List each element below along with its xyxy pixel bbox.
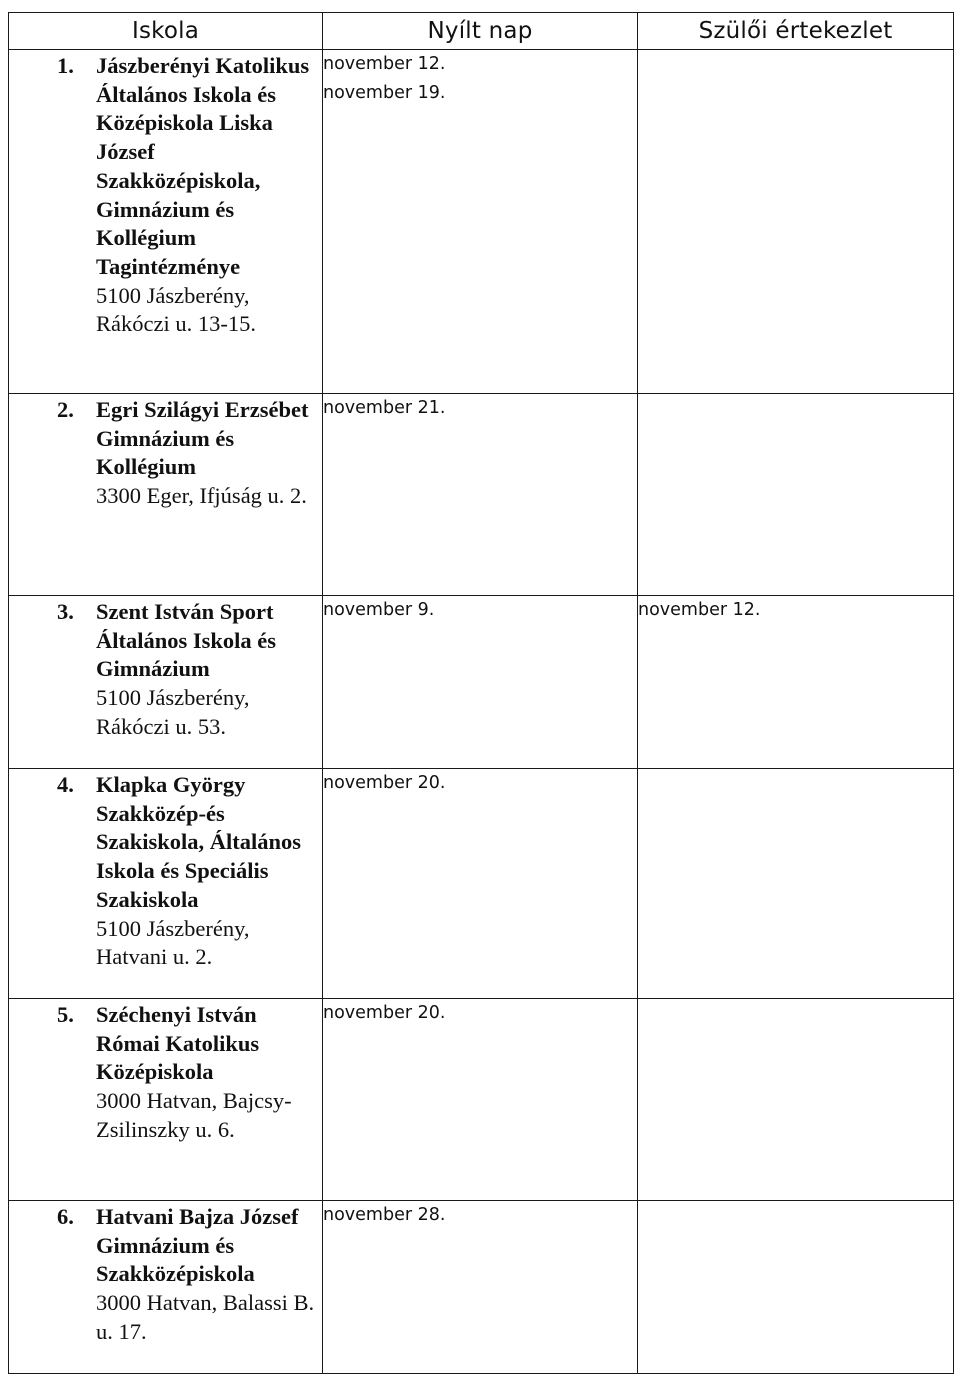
school-name: Klapka György Szakközép-és Szakiskola, Általános Iskola és Speciális Szakiskola bbox=[96, 772, 302, 912]
table-header-row bbox=[9, 13, 954, 50]
table-row bbox=[9, 1201, 954, 1374]
header-open-day: Nyílt nap bbox=[323, 13, 638, 50]
table-row bbox=[9, 394, 954, 596]
school-address: 3000 Hatvan, Bajcsy-Zsilinszky u. 6. bbox=[96, 1088, 292, 1142]
document-page bbox=[8, 12, 953, 1374]
school-address: 3300 Eger, Ifjúság u. 2. bbox=[96, 483, 307, 509]
parent-meeting-cell bbox=[638, 394, 954, 596]
school-address: 5100 Jászberény, Rákóczi u. 13-15. bbox=[96, 282, 256, 337]
school-address: 5100 Jászberény, Rákóczi u. 53. bbox=[96, 685, 250, 739]
open-day-date: november 20. bbox=[323, 1003, 446, 1023]
school-name: Jászberényi Katolikus Általános Iskola és Középiskola Liska József Szakközépiskola, Gimnázium és Kollégium Tagintézménye bbox=[96, 53, 310, 279]
school-cell bbox=[9, 769, 323, 999]
school-name: Széchenyi István Római Katolikus Középiskola bbox=[96, 1002, 260, 1085]
table-row bbox=[9, 596, 954, 769]
open-day-cell bbox=[323, 769, 638, 999]
open-day-date: november 21. bbox=[323, 398, 446, 418]
parent-meeting-cell bbox=[638, 596, 954, 769]
school-number: 1. bbox=[57, 53, 74, 78]
table-row bbox=[9, 50, 954, 394]
school-number: 5. bbox=[57, 1002, 74, 1027]
open-day-date: november 12. bbox=[323, 54, 446, 74]
school-address: 5100 Jászberény, Hatvani u. 2. bbox=[96, 915, 250, 970]
table-row bbox=[9, 999, 954, 1201]
school-name: Egri Szilágyi Erzsébet Gimnázium és Kollégium bbox=[96, 397, 309, 480]
school-number: 2. bbox=[57, 397, 74, 422]
open-day-cell bbox=[323, 394, 638, 596]
open-day-date: november 20. bbox=[323, 773, 446, 793]
parent-meeting-date: november 12. bbox=[638, 600, 761, 620]
parent-meeting-cell bbox=[638, 769, 954, 999]
school-address: 3000 Hatvan, Balassi B. u. 17. bbox=[96, 1290, 315, 1344]
open-day-date: november 9. bbox=[323, 600, 435, 620]
school-cell bbox=[9, 50, 323, 394]
school-number: 3. bbox=[57, 599, 74, 624]
school-cell bbox=[9, 1201, 323, 1374]
table-row bbox=[9, 769, 954, 999]
school-name: Hatvani Bajza József Gimnázium és Szakközépiskola bbox=[96, 1204, 299, 1287]
parent-meeting-cell bbox=[638, 50, 954, 394]
school-name: Szent István Sport Általános Iskola és Gimnázium bbox=[96, 599, 277, 682]
open-day-cell bbox=[323, 1201, 638, 1374]
open-day-cell bbox=[323, 596, 638, 769]
open-day-cell bbox=[323, 50, 638, 394]
school-cell bbox=[9, 999, 323, 1201]
school-cell bbox=[9, 596, 323, 769]
open-day-date: november 19. bbox=[323, 82, 446, 103]
header-parent-meeting: Szülői értekezlet bbox=[638, 13, 954, 50]
parent-meeting-cell bbox=[638, 1201, 954, 1374]
school-number: 6. bbox=[57, 1204, 74, 1229]
school-number: 4. bbox=[57, 772, 74, 797]
header-school: Iskola bbox=[9, 13, 323, 50]
school-cell bbox=[9, 394, 323, 596]
schools-table bbox=[8, 12, 954, 1374]
open-day-date: november 28. bbox=[323, 1205, 446, 1225]
open-day-cell bbox=[323, 999, 638, 1201]
parent-meeting-cell bbox=[638, 999, 954, 1201]
